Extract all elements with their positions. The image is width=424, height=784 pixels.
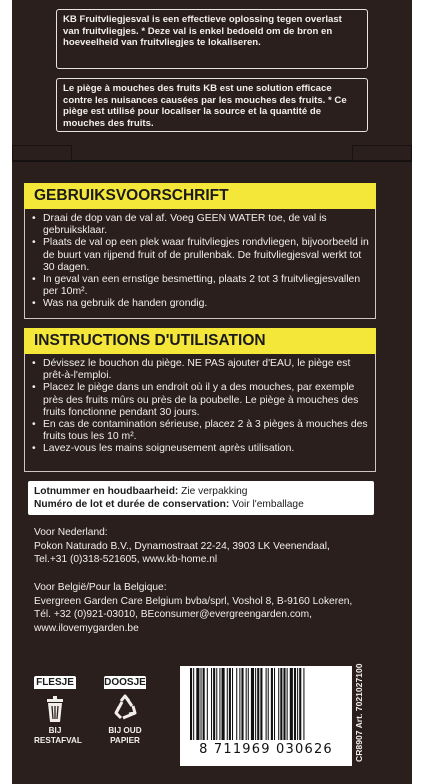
waste-flesje	[34, 676, 82, 754]
instruction-item: • Draai de dop van de val af. Voeg GEEN WATER toe, de val is gebruiksklaar.	[43, 213, 369, 237]
instruction-item: • In geval van een ernstige besmetting, plaats 2 tot 3 fruitvliegjesvallen per 10m².	[43, 274, 369, 298]
instructions-nl	[24, 209, 376, 319]
recycle-icon	[110, 691, 140, 725]
contact-netherlands	[34, 526, 384, 567]
barcode-bars	[186, 668, 346, 742]
lot-value-fr: Voir l'emballage	[232, 499, 304, 510]
waste-caption: BIJ OUD	[108, 726, 142, 735]
contact-line: Pokon Naturado B.V., Dynamostraat 22-24, 3903 LK Veenendaal,	[34, 540, 330, 552]
contact-line: Tel.+31 (0)318-521605, www.kb-home.nl	[34, 554, 218, 566]
left-flap	[12, 145, 72, 161]
contact-line: www.ilovemygarden.be	[34, 622, 139, 634]
waste-caption: BIJ	[48, 726, 62, 735]
article-code: CR8907 Art. 7021027100	[354, 663, 364, 762]
right-flap	[352, 145, 412, 161]
lot-line-nl	[34, 485, 368, 498]
barcode-number: 8 711969 030626	[199, 742, 333, 757]
instruction-item: • Lavez-vous les mains soigneusement après utilisation.	[43, 443, 369, 455]
bottom-strip	[12, 774, 412, 784]
instruction-item: • Placez le piège dans un endroit où il y a des mouches, par exemple près des fruits mûrs ou près de la poubelle. Le piège à mouches des fruits fonctionne pendant 30 jours.	[43, 382, 369, 419]
barcode	[180, 666, 352, 766]
lot-label-nl: Lotnummer en houdbaarheid:	[34, 486, 179, 497]
instructions-heading-nl: GEBRUIKSVOORSCHRIFT	[24, 183, 376, 209]
lot-line-fr	[34, 498, 368, 511]
trash-bin-icon	[40, 691, 70, 725]
lot-value-nl: Zie verpakking	[181, 486, 248, 497]
waste-doosje	[104, 676, 146, 754]
instruction-item: • En cas de contamination sérieuse, placez 2 à 3 pièges à mouches des fruits tous les 10 m².	[43, 419, 369, 443]
contact-line: Tél. +32 (0)921-03010, BEconsumer@evergreengarden.com,	[34, 609, 312, 621]
contact-title: Voor België/Pour la Belgique:	[34, 582, 167, 593]
instruction-item: • Dévissez le bouchon du piège. NE PAS ajouter d'EAU, le piège est prêt-à-l'emploi.	[43, 358, 369, 382]
instruction-item: • Was na gebruik de handen grondig.	[43, 298, 369, 310]
contact-title: Voor Nederland:	[34, 527, 108, 538]
waste-label: FLESJE	[34, 676, 76, 689]
lot-label-fr: Numéro de lot et durée de conservation:	[34, 499, 230, 510]
description-fr: Le piège à mouches des fruits KB est une solution efficace contre les nuisances causées par les mouches des fruits. * Ce piège est utilisé pour localiser la source et la quantité de mouches des fruits.	[56, 78, 368, 132]
instruction-item: • Plaats de val op een plek waar fruitvliegjes rondvliegen, bijvoorbeeld in de buurt van rijpend fruit of de prullenbak. De fruitvliegjesval werkt tot 30 dagen.	[43, 237, 369, 274]
waste-caption: PAPIER	[110, 735, 140, 745]
description-nl: KB Fruitvliegjesval is een effectieve oplossing tegen overlast van fruitvliegjes. * Deze val is enkel bedoeld om de bron en hoeveelheid van fruitvliegjes te lokaliseren.	[56, 9, 368, 69]
instructions-heading-fr: INSTRUCTIONS D'UTILISATION	[24, 328, 376, 354]
instructions-fr	[24, 354, 376, 472]
contact-belgium	[34, 581, 384, 635]
contact-line: Evergreen Garden Care Belgium bvba/sprl, Voshol 8, B-9160 Lokeren,	[34, 595, 353, 607]
lot-info-box	[28, 481, 374, 515]
waste-caption: RESTAFVAL	[34, 735, 82, 745]
waste-label: DOOSJE	[104, 677, 146, 688]
